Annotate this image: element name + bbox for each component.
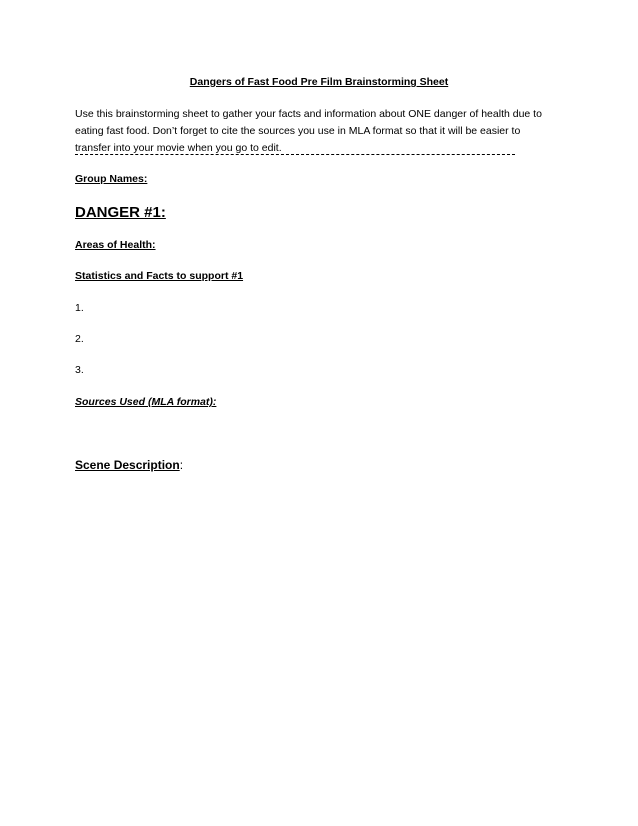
intro-paragraph [75, 106, 565, 157]
areas-of-health-label: Areas of Health: [75, 239, 156, 251]
group-names-label: Group Names: [75, 173, 148, 185]
document-title: Dangers of Fast Food Pre Film Brainstorming Sheet [189, 76, 449, 88]
list-item-number: 1. [75, 302, 84, 314]
scene-description-label: Scene Description [75, 458, 180, 472]
scene-description [75, 457, 183, 473]
statistics-label: Statistics and Facts to support #1 [75, 270, 244, 282]
dashed-divider [75, 154, 515, 155]
list-item-number: 2. [75, 333, 84, 345]
intro-line: transfer into your movie when you go to edit. [75, 142, 282, 154]
list-item-number: 3. [75, 364, 84, 376]
sources-label: Sources Used (MLA format): [75, 396, 217, 408]
intro-line: eating fast food. Don’t forget to cite the sources you use in MLA format so that it will be easier to [75, 125, 521, 137]
intro-line: Use this brainstorming sheet to gather your facts and information about ONE danger of health due to [75, 108, 542, 120]
danger-heading: DANGER #1: [75, 204, 166, 221]
scene-description-colon: : [179, 458, 184, 472]
